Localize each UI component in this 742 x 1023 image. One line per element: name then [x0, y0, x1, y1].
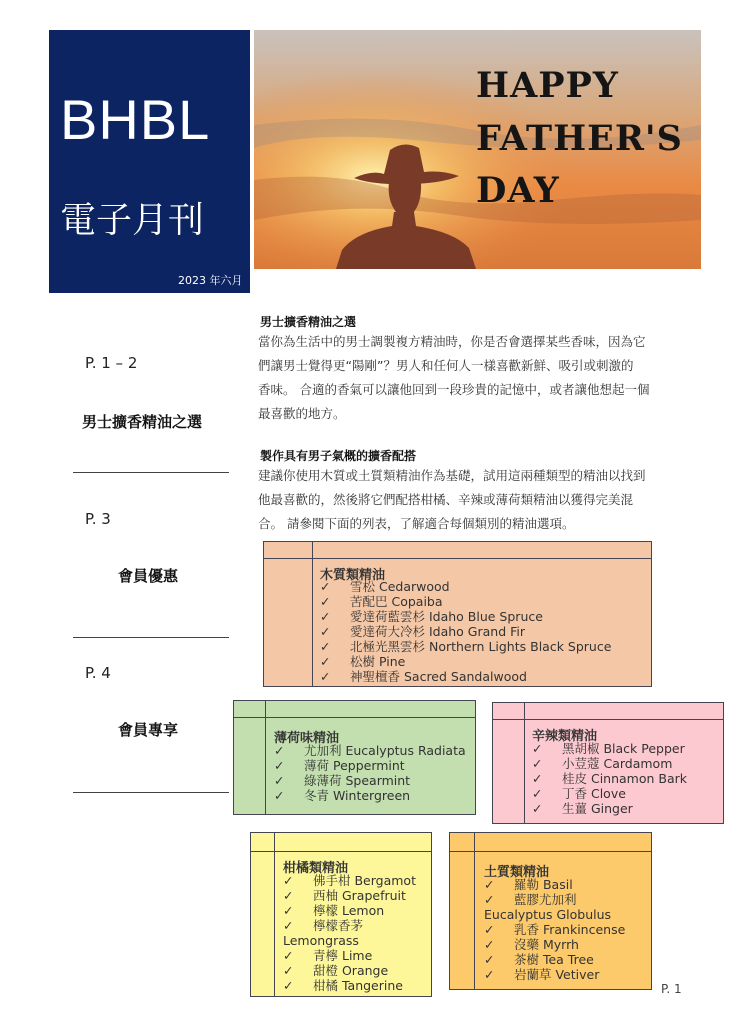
check-icon: ✓ [274, 788, 285, 803]
box-column-line [274, 833, 275, 996]
check-icon: ✓ [274, 758, 285, 773]
hero-headline [476, 60, 683, 218]
check-icon: ✓ [532, 756, 543, 771]
list-item: ✓ 西柚 Grapefruit [283, 888, 406, 903]
toc-divider-3 [73, 792, 229, 793]
list-item: ✓ 愛達荷藍雲杉 Idaho Blue Spruce [320, 609, 543, 624]
list-item: ✓ 檸檬 Lemon [283, 903, 385, 918]
check-icon: ✓ [283, 903, 294, 918]
mint-oils-list [274, 743, 466, 803]
toc-page-3: P. 4 [85, 664, 111, 682]
check-icon: ✓ [283, 948, 294, 963]
issue-date: 2023 年六月 [178, 274, 243, 287]
check-icon: ✓ [320, 579, 331, 594]
toc-title-3: 會員專享 [118, 721, 179, 739]
list-item: ✓ 羅勒 Basil [484, 877, 573, 892]
list-item: ✓ 檸檬香茅 [283, 918, 364, 933]
check-icon: ✓ [320, 594, 331, 609]
paragraph-line: 合。 請參閱下面的列表，了解適合每個類別的精油選項。 [258, 516, 575, 531]
list-item: ✓ 柑橘 Tangerine [283, 978, 403, 993]
list-item: ✓ 丁香 Clove [532, 786, 626, 801]
citrus-oils-list [283, 873, 416, 993]
check-icon: ✓ [320, 624, 331, 639]
toc-page-1: P. 1 – 2 [85, 354, 138, 372]
check-icon: ✓ [532, 786, 543, 801]
list-item: ✓ 藍膠尤加利 [484, 892, 577, 907]
list-item: ✓ 黑胡椒 Black Pepper [532, 741, 685, 756]
article-heading-1: 男士擴香精油之選 [260, 315, 357, 329]
check-icon: ✓ [484, 967, 495, 982]
article-paragraph-2 [258, 464, 700, 536]
check-icon: ✓ [320, 639, 331, 654]
list-item: ✓ 北極光黑雲杉 Northern Lights Black Spruce [320, 639, 612, 654]
check-icon: ✓ [283, 963, 294, 978]
check-icon: ✓ [484, 877, 495, 892]
list-item: ✓ 神聖檀香 Sacred Sandalwood [320, 669, 527, 684]
masthead-title: BHBL [60, 88, 211, 151]
check-icon: ✓ [274, 773, 285, 788]
paragraph-line: 他最喜歡的，然後將它們配搭柑橘、辛辣或薄荷類精油以獲得完美混 [258, 492, 634, 507]
toc-title-2: 會員優惠 [118, 567, 179, 585]
article-heading-2: 製作具有男子氣概的擴香配搭 [260, 449, 417, 463]
woody-oils-title: 木質類精油 [320, 568, 386, 583]
list-item: ✓ 尤加利 Eucalyptus Radiata [274, 743, 466, 758]
paragraph-line: 最喜歡的地方。 [258, 406, 346, 421]
check-icon: ✓ [320, 609, 331, 624]
list-item: ✓ 冬青 Wintergreen [274, 788, 411, 803]
mint-oils-title: 薄荷味精油 [274, 731, 340, 746]
box-column-line [524, 703, 525, 823]
toc-divider-1 [73, 472, 229, 473]
check-icon: ✓ [532, 771, 543, 786]
list-item: ✓ 小荳蔻 Cardamom [532, 756, 673, 771]
list-item: ✓ 沒藥 Myrrh [484, 937, 579, 952]
toc-divider-2 [73, 637, 229, 638]
check-icon: ✓ [283, 978, 294, 993]
list-item: ✓ 薄荷 Peppermint [274, 758, 405, 773]
list-item: ✓ 岩蘭草 Vetiver [484, 967, 600, 982]
list-item: ✓ 愛達荷大冷杉 Idaho Grand Fir [320, 624, 526, 639]
spicy-oils-title: 辛辣類精油 [532, 729, 598, 744]
check-icon: ✓ [484, 922, 495, 937]
hero-line-1: HAPPY [476, 65, 619, 106]
paragraph-line: 當你為生活中的男士調製複方精油時，你是否會選擇某些香味，因為它 [258, 334, 646, 349]
check-icon: ✓ [320, 654, 331, 669]
list-item: ✓ 松樹 Pine [320, 654, 406, 669]
box-header [234, 701, 475, 718]
woody-oils-list [320, 579, 611, 684]
spicy-oils-box [492, 702, 724, 824]
list-item: ✓ 茶樹 Tea Tree [484, 952, 594, 967]
list-item-continued: Eucalyptus Globulus [484, 907, 612, 922]
check-icon: ✓ [283, 918, 294, 933]
earthy-oils-list [484, 877, 625, 982]
check-icon: ✓ [283, 888, 294, 903]
earthy-oils-box [449, 832, 652, 990]
paragraph-line: 們讓男士覺得更“陽剛”？男人和任何人一樣喜歡新鮮、吸引或刺激的 [258, 358, 634, 373]
box-header [264, 542, 651, 559]
check-icon: ✓ [532, 801, 543, 816]
paragraph-line: 香味。 合適的香氣可以讓他回到一段珍貴的記憶中，或者讓他想起一個 [258, 382, 650, 397]
toc-page-2: P. 3 [85, 510, 111, 528]
list-item: ✓ 綠薄荷 Spearmint [274, 773, 411, 788]
masthead-subtitle: 電子月刊 [60, 200, 205, 241]
list-item: ✓ 雪松 Cedarwood [320, 579, 450, 594]
list-item: ✓ 生薑 Ginger [532, 801, 633, 816]
toc-title-1: 男士擴香精油之選 [82, 413, 203, 431]
list-item: ✓ 苦配巴 Copaiba [320, 594, 443, 609]
spicy-oils-list [532, 741, 687, 816]
box-column-line [312, 542, 313, 686]
list-item: ✓ 青檸 Lime [283, 948, 373, 963]
check-icon: ✓ [274, 743, 285, 758]
list-item-continued: Lemongrass [283, 933, 359, 948]
check-icon: ✓ [320, 669, 331, 684]
page-number: P. 1 [661, 982, 682, 996]
article-paragraph-1 [258, 330, 700, 426]
check-icon: ✓ [532, 741, 543, 756]
hero-line-3: DAY [476, 170, 560, 211]
list-item: ✓ 桂皮 Cinnamon Bark [532, 771, 688, 786]
check-icon: ✓ [283, 873, 294, 888]
box-column-line [474, 833, 475, 989]
check-icon: ✓ [484, 892, 495, 907]
woody-oils-box [263, 541, 652, 687]
list-item: ✓ 甜橙 Orange [283, 963, 389, 978]
box-header [450, 833, 651, 852]
box-column-line [265, 701, 266, 814]
earthy-oils-title: 土質類精油 [484, 865, 550, 880]
paragraph-line: 建議你使用木質或土質類精油作為基礎，試用這兩種類型的精油以找到 [258, 468, 646, 483]
list-item: ✓ 佛手柑 Bergamot [283, 873, 416, 888]
list-item: ✓ 乳香 Frankincense [484, 922, 626, 937]
citrus-oils-box [250, 832, 432, 997]
hero-line-2: FATHER'S [476, 117, 683, 159]
box-header [251, 833, 431, 852]
check-icon: ✓ [484, 952, 495, 967]
mint-oils-box [233, 700, 476, 815]
box-header [493, 703, 723, 720]
citrus-oils-title: 柑橘類精油 [283, 861, 349, 876]
check-icon: ✓ [484, 937, 495, 952]
masthead-block [49, 30, 250, 293]
